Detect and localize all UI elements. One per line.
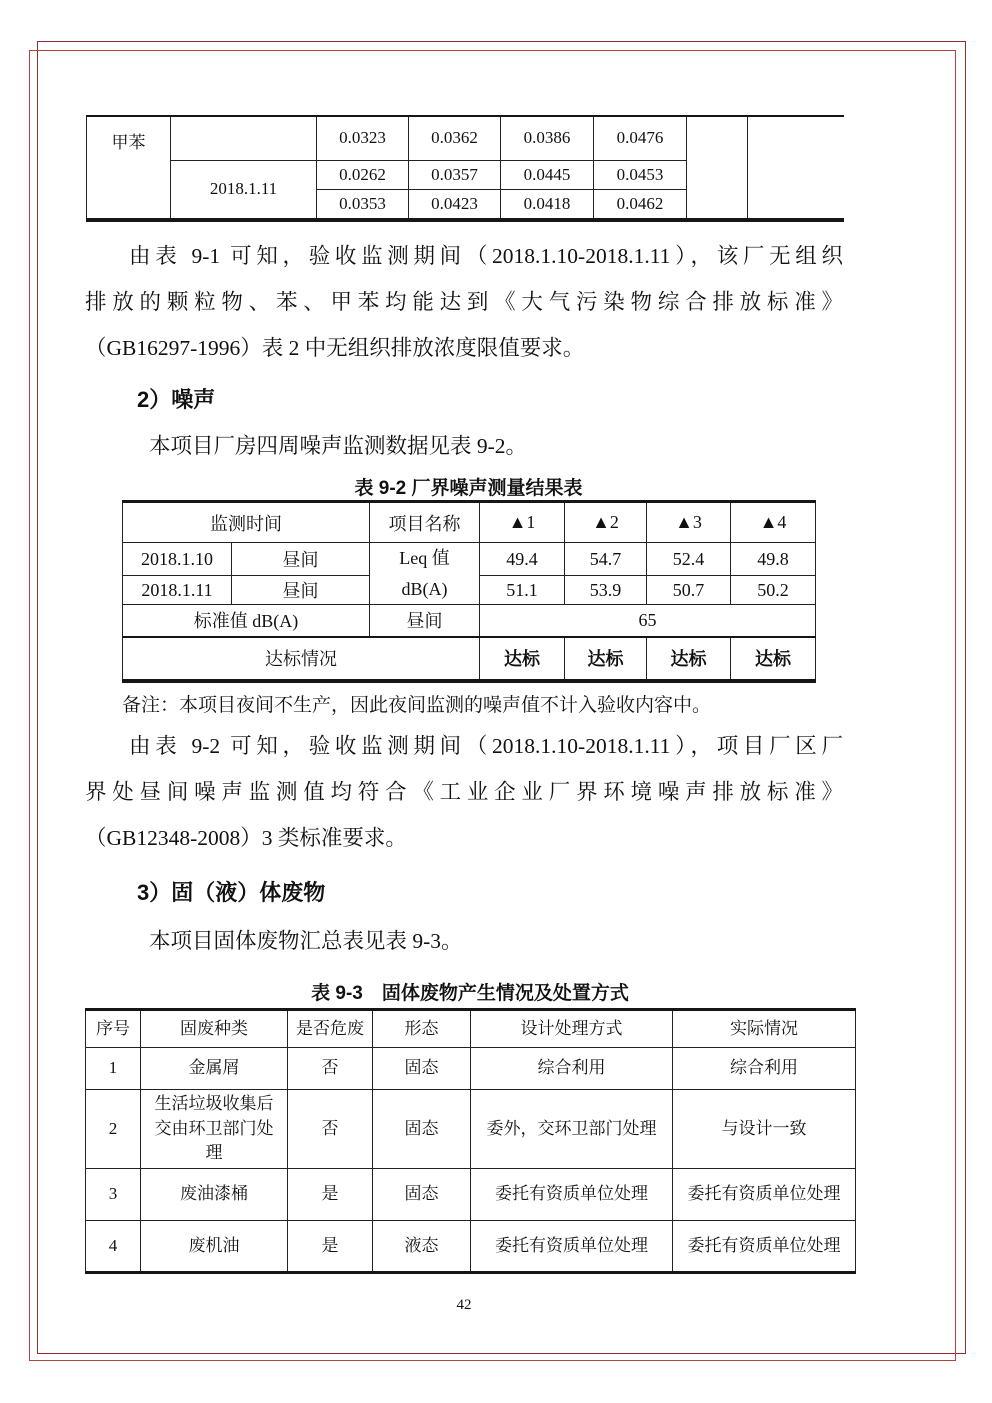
value-cell: 0.0445 [501, 160, 594, 189]
section-heading-solid-waste: 3）固（液）体废物 [137, 880, 326, 905]
cell: 委外，交环卫部门处理 [471, 1090, 673, 1169]
paragraph-line: 由表 9-1 可知，验收监测期间（2018.1.10-2018.1.11），该厂无组织 [129, 244, 843, 268]
header-point-2: ▲2 [565, 502, 647, 543]
value-cell: 50.7 [647, 576, 731, 605]
value-cell: 0.0423 [409, 189, 501, 220]
table-title-9-2: 表 9-2 厂界噪声测量结果表 [354, 478, 583, 499]
value-cell: 0.0323 [317, 116, 409, 160]
value-cell: 0.0453 [594, 160, 687, 189]
empty-cell [687, 116, 748, 220]
table-title-9-3: 表 9-3 固体废物产生情况及处置方式 [311, 983, 629, 1004]
header-cell: 固废种类 [141, 1010, 288, 1048]
paragraph-line: 界处昼间噪声监测值均符合《工业企业厂界环境噪声排放标准》 [85, 780, 843, 804]
date-cell: 2018.1.11 [123, 576, 232, 605]
cell: 废油漆桶 [141, 1168, 288, 1220]
solid-waste-table [85, 1008, 856, 1274]
date-cell: 2018.1.10 [123, 543, 232, 576]
paragraph-2 [85, 723, 843, 861]
cell: 金属屑 [141, 1048, 288, 1090]
paragraph-line: 由表 9-2 可知，验收监测期间（2018.1.10-2018.1.11），项目厂区厂 [129, 734, 843, 758]
table-note-remark: 备注：本项目夜间不生产，因此夜间监测的噪声值不计入验收内容中。 [122, 695, 712, 716]
value-cell: 0.0362 [409, 116, 501, 160]
header-point-4: ▲4 [731, 502, 816, 543]
section-intro-solid-waste: 本项目固体废物汇总表见表 9-3。 [149, 929, 463, 953]
standard-value-cell: 65 [480, 605, 816, 637]
paragraph-1 [85, 233, 843, 371]
period-cell: 昼间 [232, 543, 370, 576]
compliance-cell: 达标 [565, 637, 647, 681]
empty-cell [748, 116, 844, 220]
compliance-cell: 达标 [480, 637, 565, 681]
paragraph-line: 排放的颗粒物、苯、甲苯均能达到《大气污染物综合排放标准》 [85, 290, 843, 314]
cell: 是 [288, 1220, 373, 1272]
cell: 固态 [373, 1090, 471, 1169]
header-cell: 是否危废 [288, 1010, 373, 1048]
header-cell: 形态 [373, 1010, 471, 1048]
cell: 3 [86, 1168, 141, 1220]
substance-cell: 甲苯 [87, 116, 171, 220]
header-monitor-time: 监测时间 [123, 502, 370, 543]
cell: 综合利用 [471, 1048, 673, 1090]
value-cell: 53.9 [565, 576, 647, 605]
cell: 否 [288, 1048, 373, 1090]
header-point-1: ▲1 [480, 502, 565, 543]
header-cell: 设计处理方式 [471, 1010, 673, 1048]
value-cell: 49.4 [480, 543, 565, 576]
standard-period-cell: 昼间 [370, 605, 480, 637]
value-cell: 49.8 [731, 543, 816, 576]
value-cell: 54.7 [565, 543, 647, 576]
cell: 液态 [373, 1220, 471, 1272]
cell: 固态 [373, 1048, 471, 1090]
noise-table [122, 500, 816, 683]
compliance-cell: 达标 [647, 637, 731, 681]
value-cell: 0.0357 [409, 160, 501, 189]
value-cell: 0.0418 [501, 189, 594, 220]
cell: 废机油 [141, 1220, 288, 1272]
standard-label-cell: 标准值 dB(A) [123, 605, 370, 637]
value-cell: 0.0262 [317, 160, 409, 189]
section-heading-noise: 2）噪声 [137, 387, 216, 412]
cell: 委托有资质单位处理 [673, 1168, 856, 1220]
cell: 委托有资质单位处理 [471, 1168, 673, 1220]
leq-label-line2: dB(A) [401, 578, 448, 599]
continuation-table [86, 115, 844, 222]
cell: 与设计一致 [673, 1090, 856, 1169]
cell: 否 [288, 1090, 373, 1169]
date-cell: 2018.1.11 [171, 160, 317, 220]
page-number: 42 [456, 1297, 472, 1313]
value-cell: 0.0353 [317, 189, 409, 220]
paragraph-line: （GB12348-2008）3 类标准要求。 [85, 826, 407, 850]
cell: 委托有资质单位处理 [471, 1220, 673, 1272]
leq-label-line1: Leq 值 [399, 548, 450, 568]
header-item-name: 项目名称 [370, 502, 480, 543]
header-point-3: ▲3 [647, 502, 731, 543]
leq-label-cell [370, 543, 480, 605]
value-cell: 0.0476 [594, 116, 687, 160]
cell: 生活垃圾收集后交由环卫部门处理 [141, 1090, 288, 1169]
section-intro-noise: 本项目厂房四周噪声监测数据见表 9-2。 [149, 434, 528, 458]
cell: 是 [288, 1168, 373, 1220]
header-cell: 序号 [86, 1010, 141, 1048]
cell: 1 [86, 1048, 141, 1090]
compliance-cell: 达标 [731, 637, 816, 681]
compliance-label-cell: 达标情况 [123, 637, 480, 681]
date-cell [171, 116, 317, 160]
value-cell: 51.1 [480, 576, 565, 605]
value-cell: 50.2 [731, 576, 816, 605]
paragraph-line: （GB16297-1996）表 2 中无组织排放浓度限值要求。 [85, 336, 585, 360]
cell: 2 [86, 1090, 141, 1169]
cell: 固态 [373, 1168, 471, 1220]
period-cell: 昼间 [232, 576, 370, 605]
cell: 委托有资质单位处理 [673, 1220, 856, 1272]
cell: 综合利用 [673, 1048, 856, 1090]
cell: 4 [86, 1220, 141, 1272]
header-cell: 实际情况 [673, 1010, 856, 1048]
value-cell: 52.4 [647, 543, 731, 576]
value-cell: 0.0462 [594, 189, 687, 220]
value-cell: 0.0386 [501, 116, 594, 160]
